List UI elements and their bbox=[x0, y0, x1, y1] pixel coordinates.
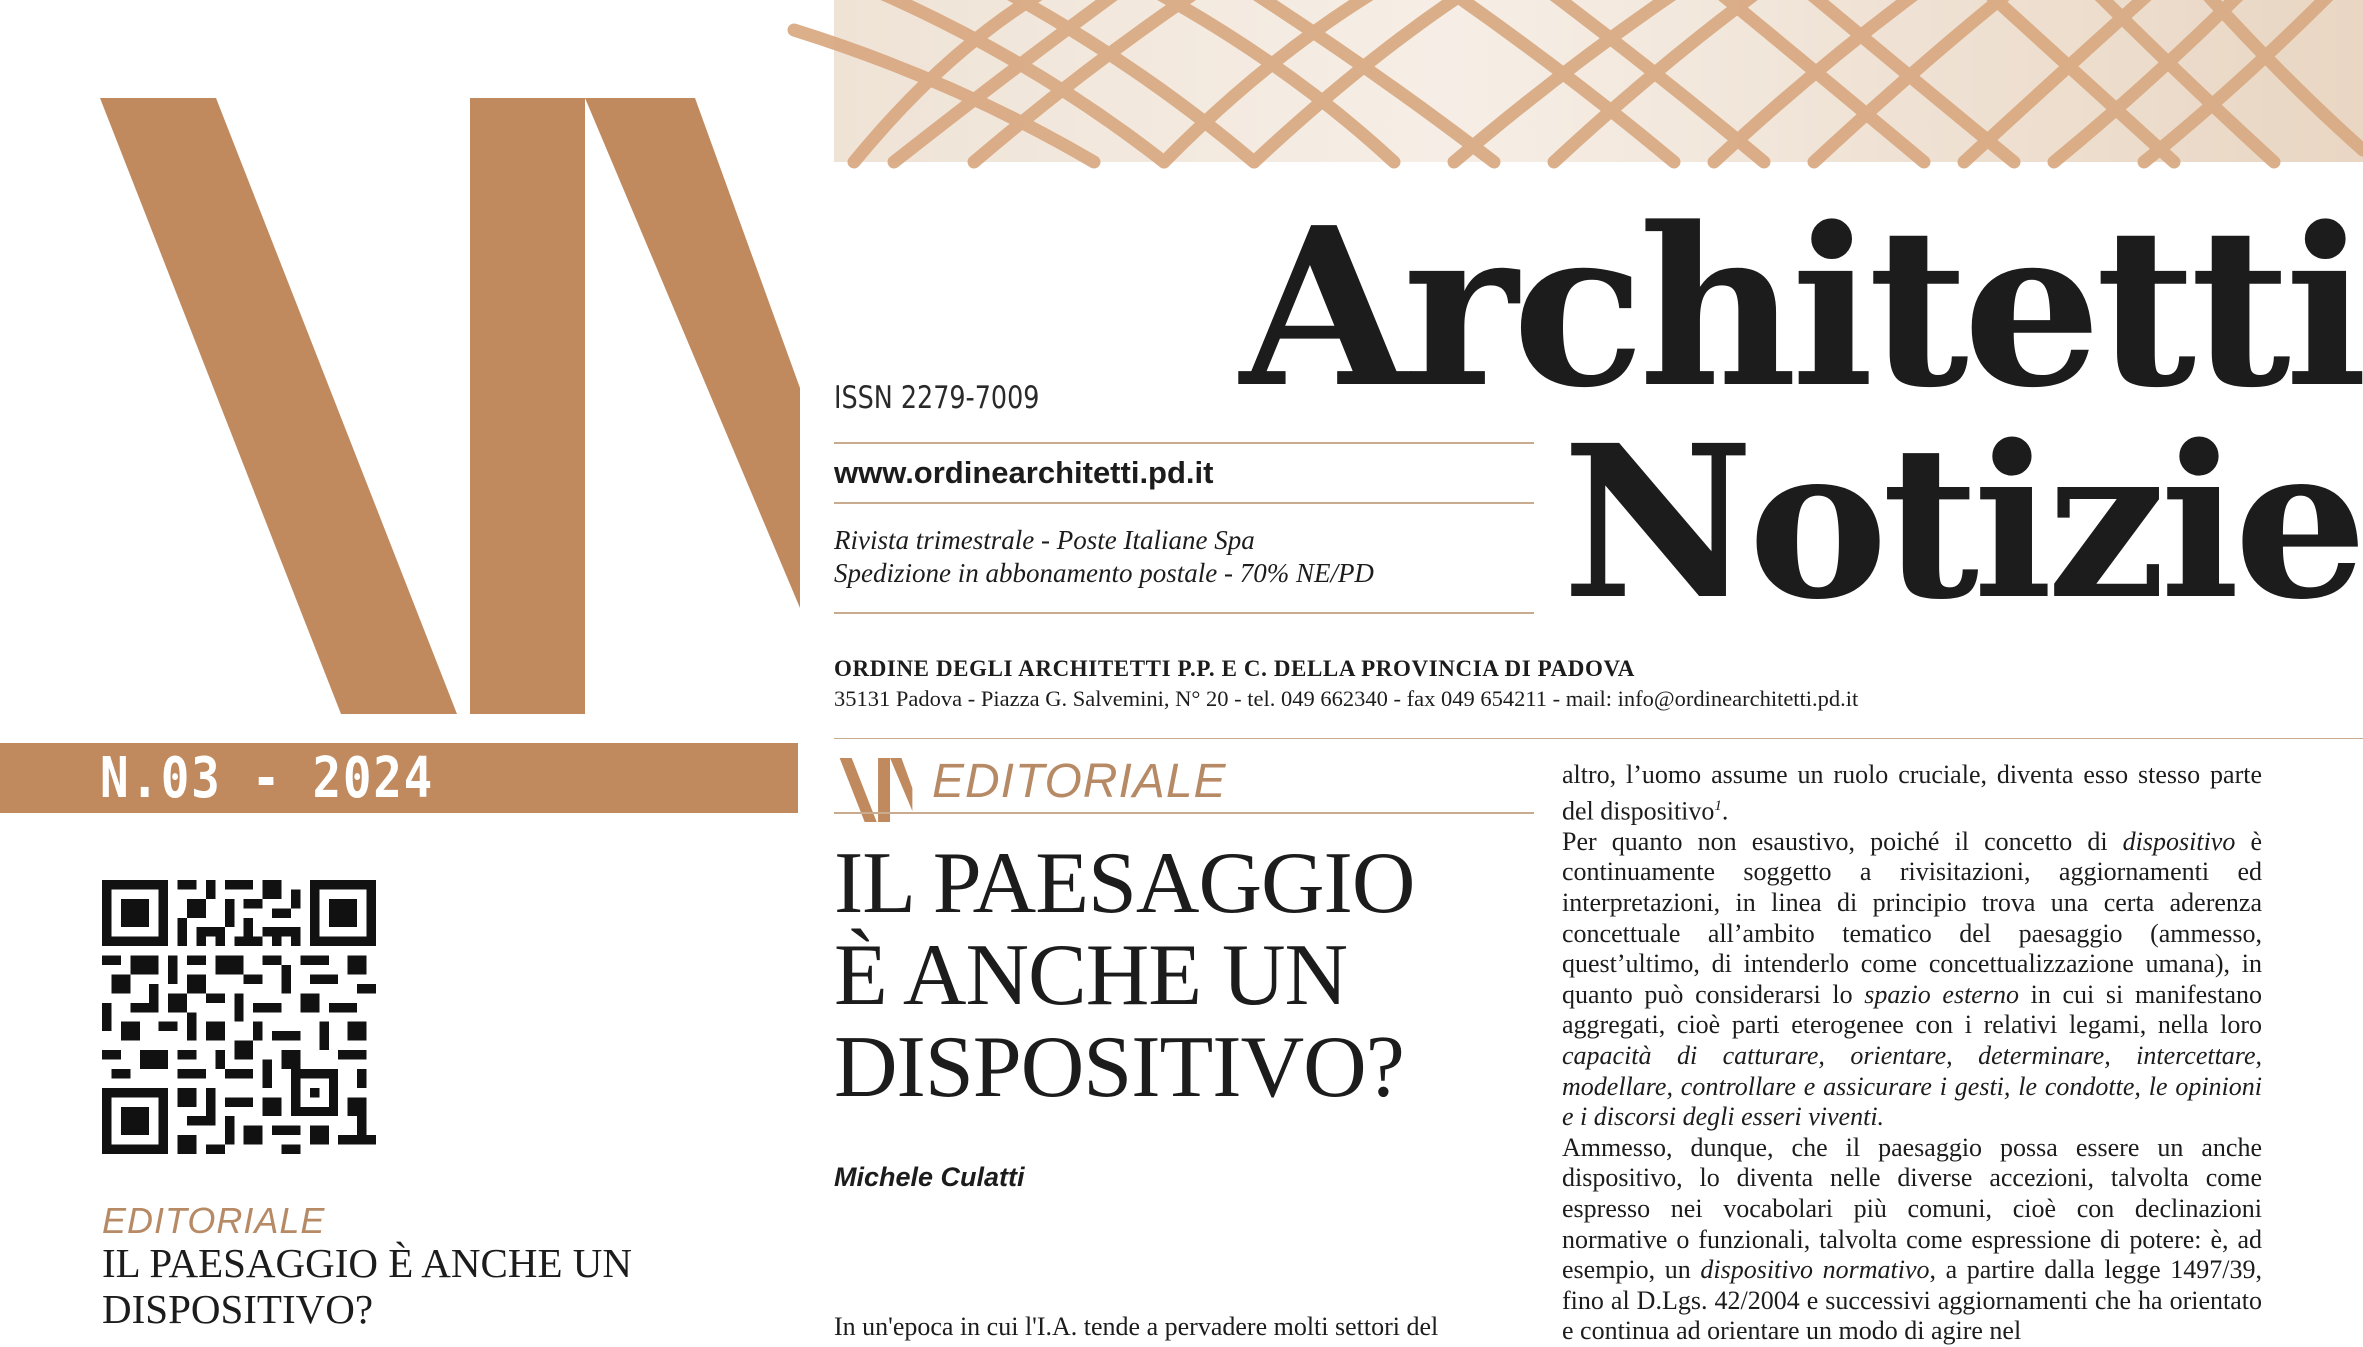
body-paragraph bbox=[1562, 827, 2262, 1133]
body-text: in cui si manifestano aggregati, cioè parti eterogenee con i relativi legami, nella loro bbox=[1562, 979, 2263, 1040]
body-emphasis: dispositivo bbox=[2122, 826, 2236, 856]
body-emphasis: spazio esterno bbox=[1864, 979, 2019, 1009]
website-link[interactable]: www.ordinearchitetti.pd.it bbox=[834, 455, 1214, 490]
divider bbox=[834, 502, 1534, 504]
organization-name: ORDINE DEGLI ARCHITETTI P.P. E C. DELLA PROVINCIA DI PADOVA bbox=[834, 656, 1635, 681]
sidebar-article-title[interactable]: IL PAESAGGIO È ANCHE UN DISPOSITIVO? bbox=[102, 1240, 632, 1332]
masthead-title-line-1: Architetti bbox=[1240, 180, 2362, 436]
body-text: . bbox=[1721, 796, 1729, 826]
body-emphasis: capacità di catturare, orientare, determinare, intercettare, modellare, controllare e assicurare i gesti, le condotte, le opinioni e i discorsi degli esseri viventi. bbox=[1562, 1041, 2262, 1132]
qr-code-icon[interactable] bbox=[102, 880, 376, 1154]
organization-address: 35131 Padova - Piazza G. Salvemini, N° 20 - tel. 049 662340 - fax 049 654211 - mail: info@ordinearchitetti.pd.it bbox=[834, 686, 1859, 711]
divider bbox=[834, 612, 1534, 614]
article-author: Michele Culatti bbox=[834, 1162, 1025, 1192]
headline-line: DISPOSITIVO? bbox=[834, 1019, 1404, 1116]
issn-number: ISSN 2279-7009 bbox=[834, 380, 1040, 416]
section-label: EDITORIALE bbox=[932, 755, 1227, 808]
woven-wood-lattice-photo-icon bbox=[834, 0, 2363, 162]
headline-line: IL PAESAGGIO bbox=[834, 835, 1415, 932]
body-text: , a partire dalla legge 1497/39, fino al D.Lgs. 42/2004 e successivi aggiornamenti che ha orientato e continua ad orientare un modo di agire nel bbox=[1562, 1255, 2262, 1346]
body-text: altro, l’uomo assume un ruolo cruciale, diventa esso stesso parte del dispositivo bbox=[1562, 760, 2262, 826]
article-body bbox=[1562, 760, 2262, 1347]
body-text: Ammesso, dunque, che il paesaggio possa essere un anche dispositivo, lo diventa nelle diverse accezioni, talvolta come espresso nei vocabolari più comuni, cioè con declinazioni normative o funzionali, talvolta come espressione di potere: è, ad esempio, un bbox=[1562, 1132, 2262, 1285]
header-photo-banner bbox=[834, 0, 2363, 162]
magazine-tagline: Rivista trimestrale - Poste Italiane Spa bbox=[834, 525, 1255, 555]
body-text: Per quanto non esaustivo, poiché il concetto di bbox=[1562, 826, 2123, 856]
article-intro: In un'epoca in cui l'I.A. tende a pervadere molti settori del bbox=[834, 1312, 1439, 1341]
body-emphasis: dispositivo normativo bbox=[1700, 1255, 1930, 1285]
issue-number: N.03 - 2024 bbox=[100, 746, 434, 811]
divider bbox=[834, 738, 2363, 739]
headline-line: È ANCHE UN bbox=[834, 927, 1348, 1024]
body-text: è continuamente soggetto a rivisitazioni, aggiornamenti ed interpretazioni, in linea di principio trova una certa aderenza concettuale all’ambito tematico del paesaggio (ammesso, quest’ultimo, di intenderlo come concettualizzazione umana), in quanto può considerarsi lo bbox=[1562, 826, 2263, 1009]
body-paragraph bbox=[1562, 760, 2262, 827]
footnote-ref[interactable]: 1 bbox=[1714, 797, 1722, 814]
body-paragraph bbox=[1562, 1133, 2262, 1347]
divider bbox=[834, 442, 1534, 444]
article-headline bbox=[834, 835, 1534, 1116]
postal-info: Spedizione in abbonamento postale - 70% NE/PD bbox=[834, 558, 1374, 588]
masthead-title-line-2: Notizie bbox=[1562, 399, 2362, 646]
divider bbox=[834, 812, 1534, 814]
an-monogram-logo-icon bbox=[100, 98, 800, 714]
sidebar-section-label: EDITORIALE bbox=[102, 1200, 326, 1241]
